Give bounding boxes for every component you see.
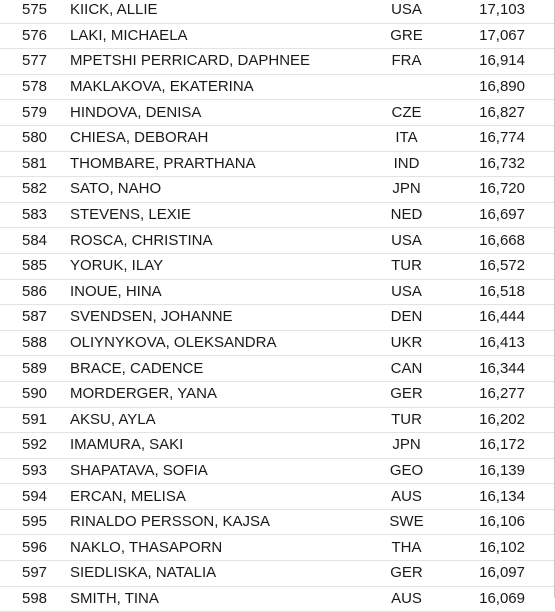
points-cell: 16,277	[433, 381, 555, 407]
points-cell: 16,106	[433, 509, 555, 535]
rank-cell: 592	[0, 433, 70, 459]
rank-cell: 577	[0, 49, 70, 75]
table-row	[0, 381, 555, 407]
country-cell: ITA	[380, 125, 433, 151]
points-cell: 17,067	[433, 23, 555, 49]
points-cell: 16,344	[433, 356, 555, 382]
player-name-cell: YORUK, ILAY	[70, 253, 380, 279]
points-cell: 16,774	[433, 125, 555, 151]
rank-cell: 580	[0, 125, 70, 151]
country-cell: UKR	[380, 330, 433, 356]
table-row	[0, 433, 555, 459]
player-name-cell: NAKLO, THASAPORN	[70, 535, 380, 561]
country-cell: JPN	[380, 177, 433, 203]
player-name-cell: RINALDO PERSSON, KAJSA	[70, 509, 380, 535]
player-name-cell: SATO, NAHO	[70, 177, 380, 203]
country-cell: TUR	[380, 253, 433, 279]
player-name-cell: LAKI, MICHAELA	[70, 23, 380, 49]
table-row	[0, 23, 555, 49]
rank-cell: 587	[0, 305, 70, 331]
table-row	[0, 74, 555, 100]
points-cell: 16,413	[433, 330, 555, 356]
table-row	[0, 125, 555, 151]
country-cell: GEO	[380, 458, 433, 484]
points-cell: 16,444	[433, 305, 555, 331]
player-name-cell: STEVENS, LEXIE	[70, 202, 380, 228]
player-name-cell: MPETSHI PERRICARD, DAPHNEE	[70, 49, 380, 75]
country-cell: USA	[380, 279, 433, 305]
country-cell	[380, 74, 433, 100]
points-cell: 16,890	[433, 74, 555, 100]
table-row	[0, 228, 555, 254]
table-row	[0, 0, 555, 23]
points-cell: 16,518	[433, 279, 555, 305]
points-cell: 17,103	[433, 0, 555, 23]
table-row	[0, 458, 555, 484]
table-row	[0, 305, 555, 331]
points-cell: 16,139	[433, 458, 555, 484]
points-cell: 16,697	[433, 202, 555, 228]
player-name-cell: INOUE, HINA	[70, 279, 380, 305]
points-cell: 16,102	[433, 535, 555, 561]
rank-cell: 582	[0, 177, 70, 203]
table-row	[0, 330, 555, 356]
player-name-cell: IMAMURA, SAKI	[70, 433, 380, 459]
country-cell: CZE	[380, 100, 433, 126]
rank-cell: 598	[0, 586, 70, 612]
country-cell: USA	[380, 228, 433, 254]
table-row	[0, 535, 555, 561]
country-cell: TUR	[380, 407, 433, 433]
player-name-cell: MORDERGER, YANA	[70, 381, 380, 407]
points-cell: 16,827	[433, 100, 555, 126]
country-cell: AUS	[380, 484, 433, 510]
points-cell: 16,914	[433, 49, 555, 75]
rank-cell: 595	[0, 509, 70, 535]
rank-cell: 588	[0, 330, 70, 356]
country-cell: DEN	[380, 305, 433, 331]
rank-cell: 589	[0, 356, 70, 382]
rank-cell: 585	[0, 253, 70, 279]
points-cell: 16,720	[433, 177, 555, 203]
points-cell: 16,668	[433, 228, 555, 254]
rank-cell: 578	[0, 74, 70, 100]
points-cell: 16,202	[433, 407, 555, 433]
player-name-cell: SIEDLISKA, NATALIA	[70, 561, 380, 587]
points-cell: 16,572	[433, 253, 555, 279]
table-row	[0, 586, 555, 612]
points-cell: 16,172	[433, 433, 555, 459]
country-cell: AUS	[380, 586, 433, 612]
country-cell: GRE	[380, 23, 433, 49]
country-cell: USA	[380, 0, 433, 23]
table-row	[0, 407, 555, 433]
rank-cell: 581	[0, 151, 70, 177]
table-row	[0, 100, 555, 126]
player-name-cell: KIICK, ALLIE	[70, 0, 380, 23]
rank-cell: 590	[0, 381, 70, 407]
country-cell: FRA	[380, 49, 433, 75]
table-row	[0, 253, 555, 279]
rank-cell: 596	[0, 535, 70, 561]
player-name-cell: ROSCA, CHRISTINA	[70, 228, 380, 254]
points-cell: 16,097	[433, 561, 555, 587]
rank-cell: 594	[0, 484, 70, 510]
table-row	[0, 279, 555, 305]
table-row	[0, 177, 555, 203]
rank-cell: 591	[0, 407, 70, 433]
player-name-cell: MAKLAKOVA, EKATERINA	[70, 74, 380, 100]
table-row	[0, 202, 555, 228]
rank-cell: 593	[0, 458, 70, 484]
country-cell: NED	[380, 202, 433, 228]
country-cell: THA	[380, 535, 433, 561]
player-name-cell: SVENDSEN, JOHANNE	[70, 305, 380, 331]
table-row	[0, 561, 555, 587]
rank-cell: 576	[0, 23, 70, 49]
table-row	[0, 356, 555, 382]
country-cell: GER	[380, 381, 433, 407]
player-name-cell: OLIYNYKOVA, OLEKSANDRA	[70, 330, 380, 356]
player-name-cell: ERCAN, MELISA	[70, 484, 380, 510]
table-row	[0, 49, 555, 75]
country-cell: GER	[380, 561, 433, 587]
player-name-cell: CHIESA, DEBORAH	[70, 125, 380, 151]
player-name-cell: AKSU, AYLA	[70, 407, 380, 433]
rank-cell: 584	[0, 228, 70, 254]
table-row	[0, 509, 555, 535]
points-cell: 16,069	[433, 586, 555, 612]
player-name-cell: SHAPATAVA, SOFIA	[70, 458, 380, 484]
player-name-cell: SMITH, TINA	[70, 586, 380, 612]
points-cell: 16,732	[433, 151, 555, 177]
country-cell: JPN	[380, 433, 433, 459]
table-row	[0, 484, 555, 510]
rank-cell: 597	[0, 561, 70, 587]
country-cell: CAN	[380, 356, 433, 382]
country-cell: SWE	[380, 509, 433, 535]
table-row	[0, 151, 555, 177]
rank-cell: 586	[0, 279, 70, 305]
player-name-cell: HINDOVA, DENISA	[70, 100, 380, 126]
rank-cell: 579	[0, 100, 70, 126]
points-cell: 16,134	[433, 484, 555, 510]
player-name-cell: THOMBARE, PRARTHANA	[70, 151, 380, 177]
rank-cell: 575	[0, 0, 70, 23]
country-cell: IND	[380, 151, 433, 177]
rank-cell: 583	[0, 202, 70, 228]
player-name-cell: BRACE, CADENCE	[70, 356, 380, 382]
